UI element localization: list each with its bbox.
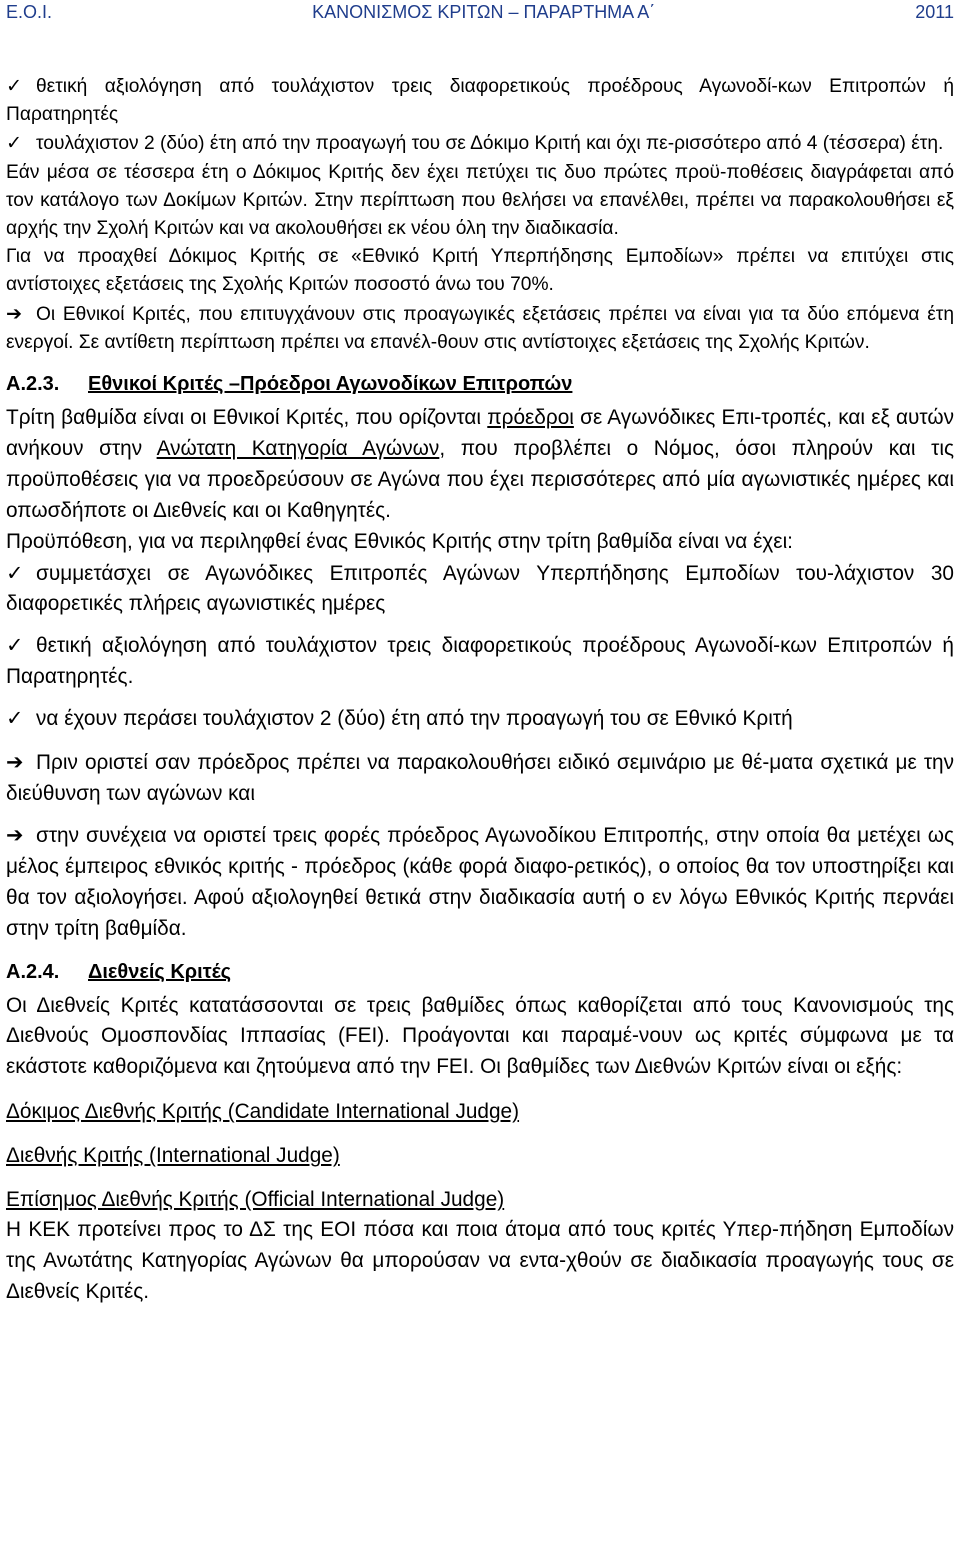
section2-paragraph-2: Η ΚΕΚ προτείνει προς το ΔΣ της ΕΟΙ πόσα και ποια άτομα από τους κριτές Υπερ-πήδηση Εμποδίων της Ανωτάτης Κατηγορίας Αγώνων θα μπορούσαν να εντα-χθούν σε διαδικασία προαγωγής τους σε Διεθνείς Κριτές.	[6, 1218, 954, 1304]
underlined-term: Ανώτατη Κατηγορία Αγώνων	[156, 436, 440, 460]
section-heading-a23	[6, 370, 954, 398]
judge-grade-2: Διεθνής Κριτής (International Judge)	[6, 1144, 340, 1168]
underlined-term: πρόεδροι	[487, 406, 574, 430]
top-paragraph-1: Εάν μέσα σε τέσσερα έτη ο Δόκιμος Κριτής δεν έχει πετύχει τις δυο πρώτες προϋ-ποθέσεις διαγράφεται από τον κατάλογο των Δοκίμων Κριτών. Στην περίπτωση που θελήσει να επανέλθει, πρέπει να παρακολουθήσει εξ αρχής την Σχολή Κριτών και να ακολουθήσει εκ νέου όλη την διαδικασία.	[6, 161, 954, 240]
checkmark-icon: ✓	[6, 560, 24, 585]
right-arrow-icon: ➔	[6, 301, 23, 325]
section-heading-a24	[6, 958, 954, 986]
checkmark-icon: ✓	[6, 131, 23, 155]
checkmark-icon: ✓	[6, 74, 23, 97]
header-year: 2011	[915, 2, 954, 22]
section1-arrow-2: ➔ στην συνέχεια να οριστεί τρεις φορές πρόεδρος Αγωνοδίκου Επιτροπής, στην οποία θα μετέχει ως μέλος έμπειρος εθνικός κριτής - πρόεδρος (κάθε φορά διαφο-ρετικός), ο οποίος θα τον υποστηρίξει και θα τον αξιολογήσει. Αφού αξιολογηθεί θετικά στην διαδικασία αυτή ο εν λόγω Εθνικός Κριτής περνάει στην τρίτη βαθμίδα.	[6, 820, 954, 945]
top-paragraph-2: Για να προαχθεί Δόκιμος Κριτής σε «Εθνικό Κριτή Υπερπήδησης Εμποδίων» πρέπει να επιτύχει στις αντίστοιχες εξετάσεις της Σχολής Κριτών ποσοστό άνω του 70%.	[6, 246, 954, 296]
top-check-1: ✓ θετική αξιολόγηση από τουλάχιστον τρεις διαφορετικούς προέδρους Αγωνοδί-κων Επιτροπών ή Παρατηρητές	[6, 74, 954, 126]
checkmark-icon: ✓	[6, 706, 24, 731]
header-left: Ε.Ο.Ι.	[6, 2, 53, 22]
section1-paragraph-1: Τρίτη βαθμίδα είναι οι Εθνικοί Κριτές, που ορίζονται πρόεδροι σε Αγωνόδικες Επι-τροπές, και εξ αυτών ανήκουν στην Ανώτατη Κατηγορία Αγώνων, που προβλέπει ο Νόμος, όσοι πληρούν και τις προϋποθέσεις για να προεδρεύσουν σε Αγώνα που έχει περισσότερες από μία αγωνιστικές ημέρες και οπωσδήποτε οι Διεθνείς και οι Καθηγητές.	[6, 406, 954, 522]
right-arrow-icon: ➔	[6, 750, 24, 775]
section-title: Διεθνείς Κριτές	[88, 960, 232, 983]
right-arrow-icon: ➔	[6, 822, 24, 847]
section1-check-2: ✓ θετική αξιολόγηση από τουλάχιστον τρεις διαφορετικούς προέδρους Αγωνοδί-κων Επιτροπών ή Παρατηρητές.	[6, 630, 954, 693]
section1-check-1: ✓ συμμετάσχει σε Αγωνόδικες Επιτροπές Αγώνων Υπερπήδησης Εμποδίων του-λάχιστον 30 διαφορετικές πλήρεις αγωνιστικές ημέρες	[6, 558, 954, 621]
top-check-2: ✓ τουλάχιστον 2 (δύο) έτη από την προαγωγή του σε Δόκιμο Κριτή και όχι πε-ρισσότερο από 4 (τέσσερα) έτη.	[6, 129, 954, 158]
section1-paragraph-2: Προϋπόθεση, για να περιληφθεί ένας Εθνικός Κριτής στην τρίτη βαθμίδα είναι να έχει:	[6, 529, 793, 553]
judge-grade-1: Δόκιμος Διεθνής Κριτής (Candidate International Judge)	[6, 1100, 520, 1124]
section-number: Α.2.4.	[6, 960, 60, 983]
section-title: Εθνικοί Κριτές –Πρόεδροι Αγωνοδίκων Επιτροπών	[88, 373, 573, 396]
section1-check-3: ✓ να έχουν περάσει τουλάχιστον 2 (δύο) έτη από την προαγωγή του σε Εθνικό Κριτή	[6, 703, 954, 735]
section-number: Α.2.3.	[6, 373, 60, 396]
page-header	[6, 0, 954, 28]
top-arrow-item: ➔ Οι Εθνικοί Κριτές, που επιτυγχάνουν στις προαγωγικές εξετάσεις πρέπει να είναι για τα δύο επόμενα έτη ενεργοί. Σε αντίθετη περίπτωση πρέπει να επανέλ-θουν στις αντίστοιχες εξετάσεις της Σχολής Κριτών.	[6, 301, 954, 353]
section2-paragraph-1: Οι Διεθνείς Κριτές κατατάσσονται σε τρεις βαθμίδες όπως καθορίζεται από τους Κανονισμούς της Διεθνούς Ομοσπονδίας Ιππασίας (FEI). Προάγονται και παραμέ-νουν ως κριτές σύμφωνα με τα εκάστοτε καθοριζόμενα και ζητούμενα από την FEI. Οι βαθμίδες των Διεθνών Κριτών είναι οι εξής:	[6, 993, 954, 1079]
header-title: ΚΑΝΟΝΙΣΜΟΣ ΚΡΙΤΩΝ – ΠΑΡΑΡΤΗΜΑ Α΄	[312, 2, 656, 22]
checkmark-icon: ✓	[6, 633, 24, 658]
section1-arrow-1: ➔ Πριν οριστεί σαν πρόεδρος πρέπει να παρακολουθήσει ειδικό σεμινάριο με θέ-ματα σχετικά με την διεύθυνση των αγώνων και	[6, 747, 954, 810]
judge-grade-3: Επίσημος Διεθνής Κριτής (Official International Judge)	[6, 1188, 505, 1212]
